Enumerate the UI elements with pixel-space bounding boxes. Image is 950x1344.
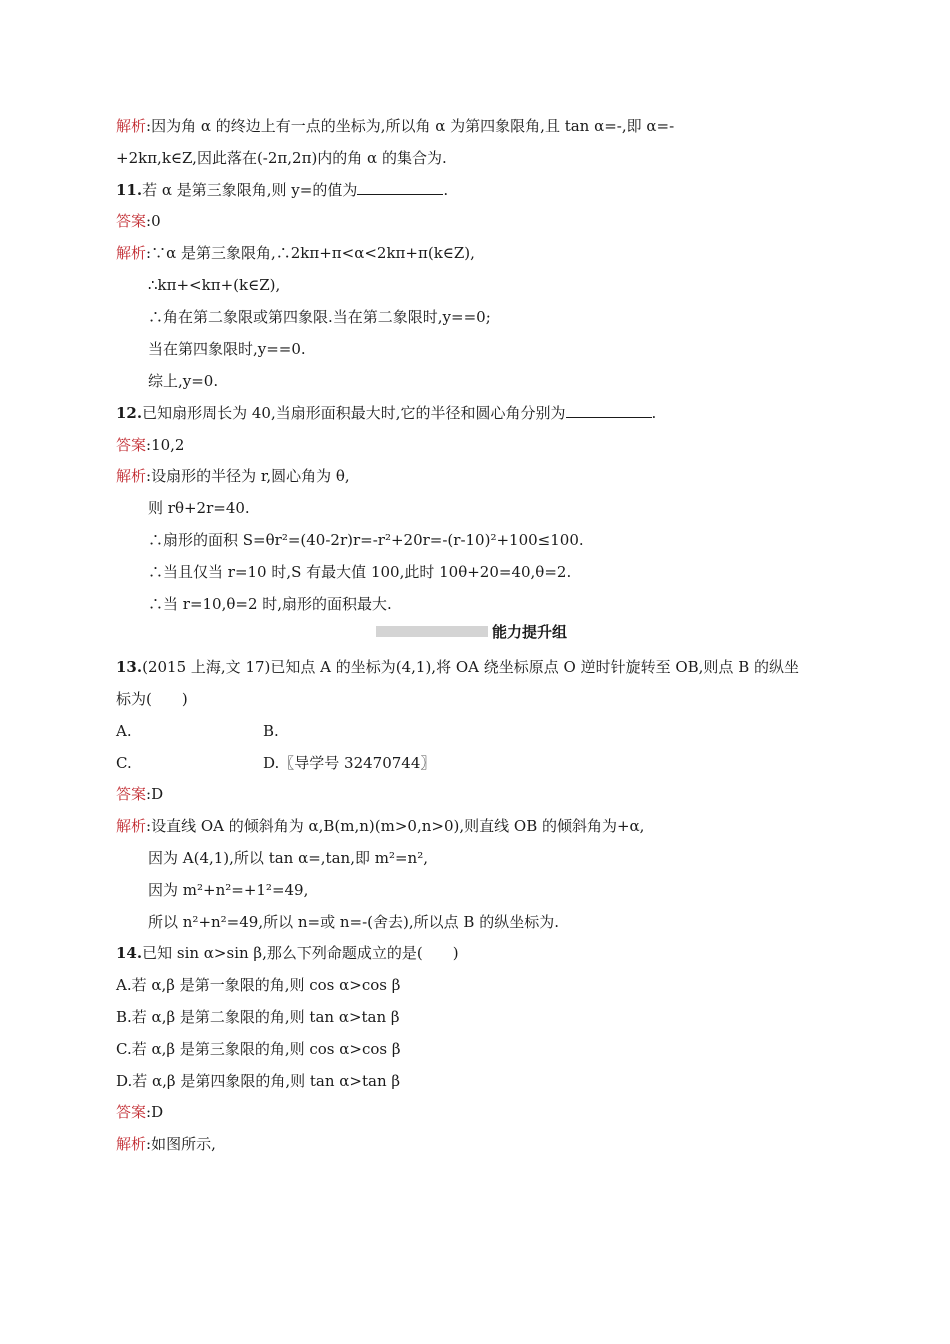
question-text: 若 α 是第三象限角,则 y=的值为 (142, 181, 358, 199)
question-number: 14. (116, 944, 143, 962)
option-b: B.若 α,β 是第二象限的角,则 tan α>tan β (116, 1008, 400, 1026)
answer-14 (116, 1102, 163, 1122)
section-title: 能力提升组 (492, 623, 568, 641)
question-11 (116, 180, 448, 200)
question-12 (116, 403, 656, 423)
answer-blank (566, 403, 652, 418)
solution-label: 解析 (116, 1135, 147, 1153)
answer-11 (116, 211, 161, 231)
question-number: 13. (116, 658, 143, 676)
option-b: B. (263, 722, 279, 740)
answer-blank (357, 180, 443, 195)
option-d: D.〖导学号 32470744〗 (263, 754, 436, 772)
solution-line-10 (116, 116, 674, 136)
solution-11-line-2: ∴kπ+<kπ+(k∈Z), (148, 276, 281, 294)
answer-text: :D (146, 785, 164, 803)
section-bar (376, 626, 488, 637)
solution-11-line-4: 当在第四象限时,y==0. (148, 340, 306, 358)
option-a: A. (116, 722, 132, 740)
question-tail: . (443, 181, 449, 199)
solution-line-10b: +2kπ,k∈Z,因此落在(-2π,2π)内的角 α 的集合为. (116, 149, 447, 167)
solution-14 (116, 1134, 216, 1154)
answer-text: :0 (146, 212, 161, 230)
question-tail: . (651, 404, 657, 422)
solution-text: :因为角 α 的终边上有一点的坐标为,所以角 α 为第四象限角,且 tan α=-,即 α=- (146, 117, 675, 135)
question-13 (116, 657, 799, 677)
option-c: C.若 α,β 是第三象限的角,则 cos α>cos β (116, 1040, 401, 1058)
answer-label: 答案 (116, 1103, 147, 1121)
solution-12-line-4: ∴当且仅当 r=10 时,S 有最大值 100,此时 10θ+20=40,θ=2. (148, 563, 572, 581)
answer-text: :10,2 (146, 436, 185, 454)
solution-12-line-5: ∴当 r=10,θ=2 时,扇形的面积最大. (148, 595, 392, 613)
answer-label: 答案 (116, 785, 147, 803)
option-d: D.若 α,β 是第四象限的角,则 tan α>tan β (116, 1072, 401, 1090)
answer-label: 答案 (116, 212, 147, 230)
question-13-line-2: 标为( ) (116, 690, 188, 708)
solution-label: 解析 (116, 817, 147, 835)
question-text: 已知 sin α>sin β,那么下列命题成立的是( ) (142, 944, 459, 962)
question-14 (116, 943, 459, 963)
solution-13-line-3: 因为 m²+n²=+1²=49, (148, 881, 309, 899)
solution-text: :设扇形的半径为 r,圆心角为 θ, (146, 467, 350, 485)
solution-11 (116, 243, 475, 263)
solution-11-line-5: 综上,y=0. (148, 372, 219, 390)
answer-text: :D (146, 1103, 164, 1121)
question-number: 12. (116, 404, 143, 422)
solution-text: :∵α 是第三象限角,∴2kπ+π<α<2kπ+π(k∈Z), (146, 244, 475, 262)
answer-12 (116, 435, 184, 455)
question-text: 已知扇形周长为 40,当扇形面积最大时,它的半径和圆心角分别为 (142, 404, 566, 422)
question-number: 11. (116, 181, 143, 199)
solution-13-line-2: 因为 A(4,1),所以 tan α=,tan,即 m²=n², (148, 849, 428, 867)
option-a: A.若 α,β 是第一象限的角,则 cos α>cos β (116, 976, 401, 994)
solution-text: :设直线 OA 的倾斜角为 α,B(m,n)(m>0,n>0),则直线 OB 的倾斜角为+α, (146, 817, 645, 835)
solution-13-line-4: 所以 n²+n²=49,所以 n=或 n=-(舍去),所以点 B 的纵坐标为. (148, 913, 559, 931)
solution-label: 解析 (116, 467, 147, 485)
solution-13 (116, 816, 644, 836)
solution-label: 解析 (116, 244, 147, 262)
solution-label: 解析 (116, 117, 147, 135)
question-text: (2015 上海,文 17)已知点 A 的坐标为(4,1),将 OA 绕坐标原点 O 逆时针旋转至 OB,则点 B 的纵坐 (142, 658, 799, 676)
option-c: C. (116, 754, 132, 772)
answer-13 (116, 784, 163, 804)
solution-12-line-3: ∴扇形的面积 S=θr²=(40-2r)r=-r²+20r=-(r-10)²+100≤100. (148, 531, 584, 549)
answer-label: 答案 (116, 436, 147, 454)
solution-12-line-2: 则 rθ+2r=40. (148, 499, 250, 517)
solution-text: :如图所示, (146, 1135, 216, 1153)
solution-12 (116, 466, 350, 486)
solution-11-line-3: ∴角在第二象限或第四象限.当在第二象限时,y==0; (148, 308, 491, 326)
